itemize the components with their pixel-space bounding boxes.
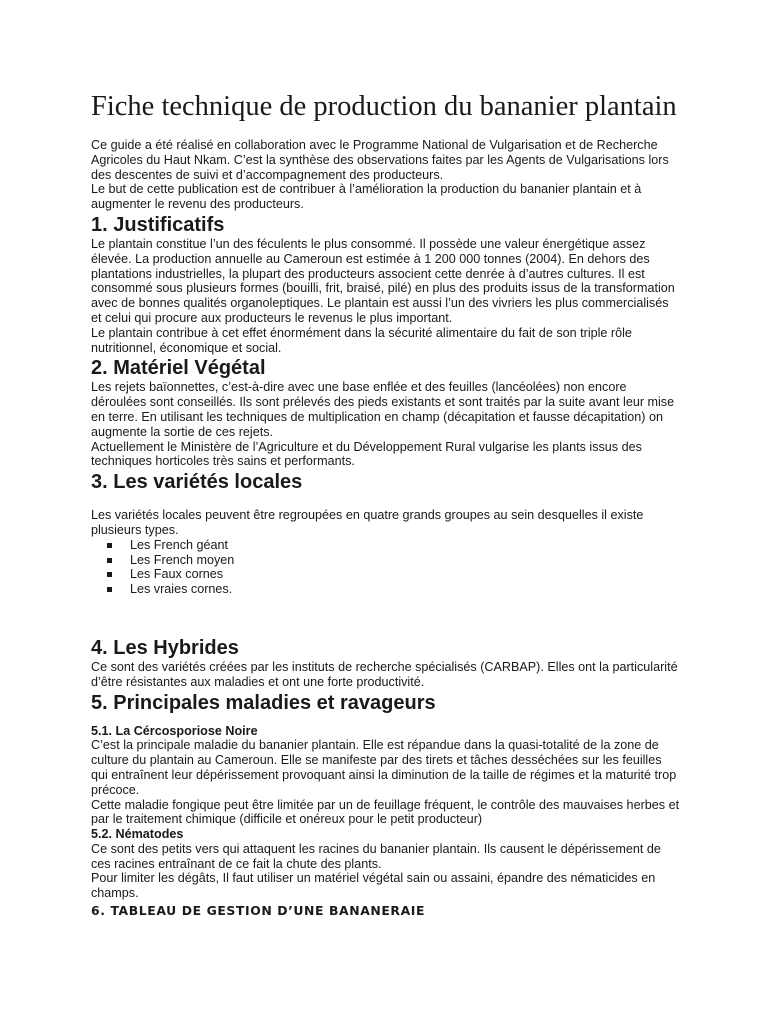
list-item-text: Les French géant: [130, 537, 229, 552]
square-bullet-icon: [107, 558, 112, 563]
document-title: Fiche technique de production du bananier plantain: [91, 91, 677, 122]
varieties-list: [91, 538, 681, 597]
spacer: [91, 597, 681, 635]
paragraph: Pour limiter les dégâts, Il faut utiliser un matériel végétal sain ou assaini, épandre des nématicides en champs.: [91, 871, 656, 901]
list-item-text: Les vraies cornes.: [130, 582, 233, 597]
square-bullet-icon: [107, 587, 112, 592]
intro-paragraph: Ce guide a été réalisé en collaboration avec le Programme National de Vulgarisation et de Recherche Agricoles du Haut Nkam. C’est la synthèse des observations faites par les Agents de Vulgarisations lors des descentes de suivi et d’accompagnement des producteurs.: [91, 138, 669, 182]
section-heading: 6. TABLEAU DE GESTION D’UNE BANANERAIE: [91, 903, 426, 919]
paragraph: C’est la principale maladie du bananier plantain. Elle est répandue dans la quasi-totalité de la zone de culture du plantain au Cameroun. Elle se manifeste par des tirets et tâches desséchées sur les feuilles qui entraînent leur dépérissement provoquant ainsi la diminution de la taille de régimes et la maturité trop précoce.: [91, 738, 677, 797]
subsection-heading: 5.1. La Cércosporiose Noire: [91, 723, 258, 738]
list-item: [91, 582, 681, 597]
spacer: [91, 494, 681, 508]
paragraph: Le plantain contribue à cet effet énormément dans la sécurité alimentaire du fait de son triple rôle nutritionnel, économique et social.: [91, 325, 632, 355]
section-heading: 3. Les variétés locales: [91, 471, 303, 494]
section-heading: 2. Matériel Végétal: [91, 357, 266, 380]
square-bullet-icon: [107, 543, 112, 548]
paragraph: Ce sont des petits vers qui attaquent les racines du bananier plantain. Ils causent le dépérissement de ces racines entraînant de ce fait la chute des plants.: [91, 841, 661, 871]
paragraph: Le plantain constitue l’un des féculents le plus consommé. Il possède une valeur énergétique assez élevée. La production annuelle au Cameroun est estimée à 1 200 000 tonnes (2004). En dehors des plantations industrielles, la plupart des producteurs associent cette denrée à d’autres cultures. Il est consommé sous plusieurs formes (bouilli, frit, braisé, pilé) en plus des produits issus de la transformation avec de bonnes qualités organoleptiques. Le plantain est aussi l’un des vivriers les plus commercialisés et celui qui procure aux producteurs le revenus le plus important.: [91, 236, 675, 325]
intro-paragraph: Le but de cette publication est de contribuer à l’amélioration la production du bananier plantain et à augmenter le revenu des producteurs.: [91, 182, 642, 212]
document-content: [91, 88, 681, 918]
paragraph: Cette maladie fongique peut être limitée par un de feuillage fréquent, le contrôle des mauvaises herbes et par le traitement chimique (difficile et onéreux pour le petit producteur): [91, 797, 680, 827]
list-item-text: Les Faux cornes: [130, 567, 224, 582]
paragraph: Les variétés locales peuvent être regroupées en quatre grands groupes au sein desquelles il existe plusieurs types.: [91, 508, 644, 537]
list-item-text: Les French moyen: [130, 552, 235, 567]
paragraph: Les rejets baïonnettes, c’est-à-dire avec une base enflée et des feuilles (lancéolées) non encore déroulées sont conseillés. Ils sont prélevés des pieds existants et sont traités par la suite avant leur mise en terre. En utilisant les techniques de multiplication en champ (décapitation et fausse décapitation) on augmente la sortie de ces rejets.: [91, 380, 675, 439]
section-heading: 4. Les Hybrides: [91, 636, 239, 659]
section-heading: 1. Justificatifs: [91, 213, 225, 236]
paragraph: Actuellement le Ministère de l’Agriculture et du Développement Rural vulgarise les plants issus des techniques horticoles très sains et performants.: [91, 439, 642, 469]
list-item: [91, 567, 681, 582]
paragraph: Ce sont des variétés créées par les instituts de recherche spécialisés (CARBAP). Elles ont la particularité d’être résistantes aux maladies et ont une forte productivité.: [91, 659, 678, 689]
subsection-heading: 5.2. Nématodes: [91, 827, 184, 842]
list-item: [91, 538, 681, 553]
square-bullet-icon: [107, 572, 112, 577]
list-item: [91, 553, 681, 568]
section-heading: 5. Principales maladies et ravageurs: [91, 691, 436, 714]
